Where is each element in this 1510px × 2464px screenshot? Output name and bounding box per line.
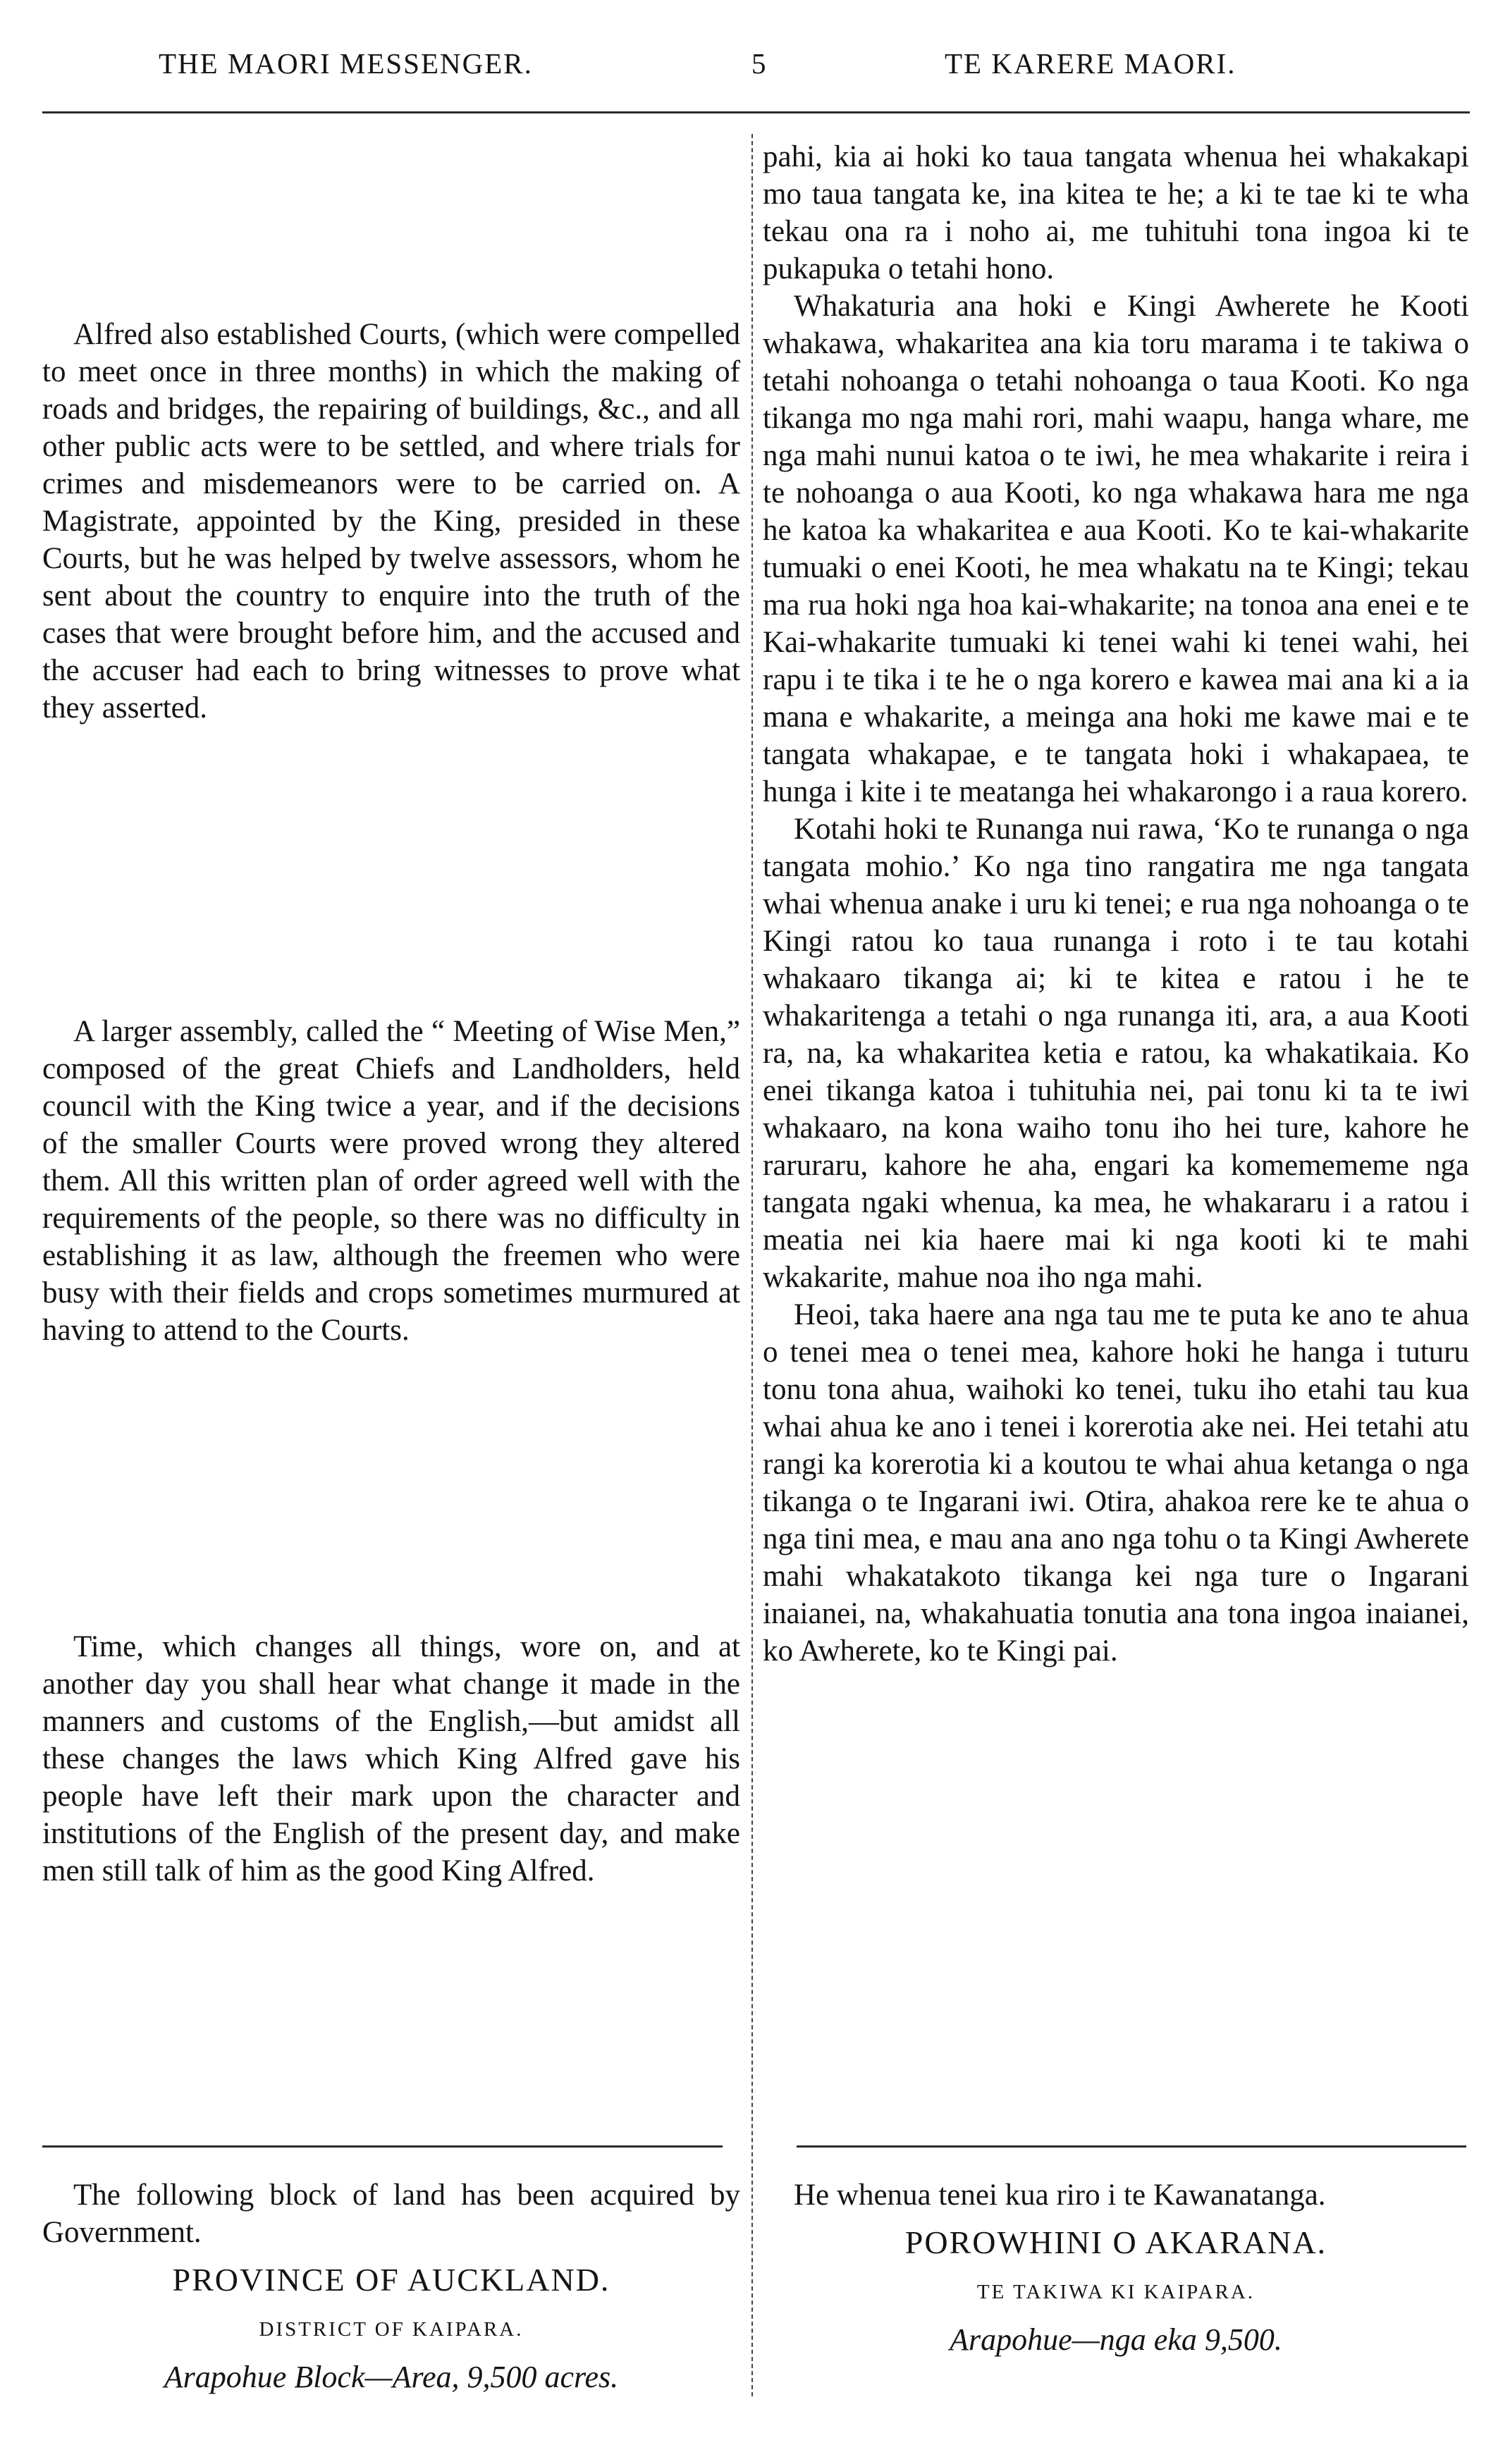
english-paragraph-wise-men: A larger assembly, called the “ Meeting of Wise Men,” composed of the great Chiefs and Landholders, held council with the King twice a year, and if the decisions of the smaller Courts were proved wrong they altered them. All this written plan of order agreed well with the requirements of the people, so there was no difficulty in establishing it as law, although the freemen who were busy with their fields and crops sometimes murmured at having to attend to the Courts. xyxy=(42,1015,740,1347)
maori-paragraph-kooti: Whakaturia ana hoki e Kingi Awherete he Kooti whakawa, whakaritea ana kia toru marama i te takiwa o tetahi nohoanga o tetahi nohoanga o taua Kooti. Ko nga tikanga mo nga mahi rori, mahi waapu, hanga whare, me nga mahi nunui katoa o te iwi, he mea whakarite i reira i te nohoanga o aua Kooti, ko nga whakawa hara me nga he katoa ka whakaritea e aua Kooti. Ko te kai-whakarite tumuaki o enei Kooti, he mea whakatu na te Kingi; tekau ma rua hoki nga hoa kai-whakarite; na tonoa ana enei e te Kai-whakarite tumuaki ki tenei wahi ki tenei wahi, hei rapu i te tika i te he o nga korero e kawea mai ana ki a ia mana e whakarite, a meinga ana hoki me kawe mai e te tangata whakapae, e te tangata hoki i whakapaea, te hunga i kite i te meatanga hei whakarongo i a raua korero. xyxy=(763,290,1469,808)
land-notice-maori xyxy=(763,2176,1469,2358)
maori-paragraph-heoi: Heoi, taka haere ana nga tau me te puta ke ano te ahua o tenei mea o tenei mea, kahore hoki he hanga i tuturu tonu tona ahua, waihoki ko tenei, tuku iho etahi tau kua whai ahua ke ano i tenei i korerotia ake nei. Hei tetahi atu rangi ka korerotia ki a koutou te whai ahua ketanga o nga tikanga o te Ingarani iwi. Otira, ahakoa rere ke te ahua o nga tini mea, e mau ana ano nga tohu o ta Kingi Awherete mahi whakatakoto tikanga kei nga ture o Ingarani inaianei, na, whakahuatia tonutia ana tona ingoa inaianei, ko Awherete, ko te Kingi pai. xyxy=(763,1298,1469,1668)
land-notice-english xyxy=(42,2176,740,2396)
maori-paragraph-continued: pahi, kia ai hoki ko taua tangata whenua hei whakakapi mo taua tangata ke, ina kitea te he; a ki te tae ki te wha tekau ona ra i noho ai, me tuhituhi tona ingoa ki te pukapuka o tetahi hono. xyxy=(763,140,1469,285)
maori-paragraph-runanga: Kotahi hoki te Runanga nui rawa, ‘Ko te runanga o nga tangata mohio.’ Ko nga tino rangatira me nga tangata whai whenua anake i uru ki tenei; e rua nga nohoanga o te Kingi ratou ko taua runanga i roto i te tau kotahi whakaaro tikanga ai; ki te kitea e ratou i he te whakaritenga a tetahi o nga runanga iti, ara, a aua Kooti ra, na, ka whakaritea ketia e ratou, ka whakatikaia. Ko enei tikanga katoa i tuhituhia nei, pai tonu ki ta te iwi whakaaro, na kona waiho tonu iho hei ture, kahore he raruraru, kahore he aha, engari ka komemememe nga tangata ngaki whenua, ka mea, he whakararu i a ratou i meatia nei kia haere mai ki nga kooti ki te mahi wkakarite, mahue noa iho nga mahi. xyxy=(763,813,1469,1294)
english-paragraph-time: Time, which changes all things, wore on, and at another day you shall hear what change it made in the manners and customs of the English,—but amidst all these changes the laws which King Alfred gave his people have left their mark upon the character and institutions of the English of the present day, and make men still talk of him as the good King Alfred. xyxy=(42,1630,740,1887)
running-head xyxy=(0,47,1510,89)
block-area: Arapohue Block—Area, 9,500 acres. xyxy=(164,2360,619,2394)
notice-intro: He whenua tenei kua riro i te Kawanatanga. xyxy=(794,2179,1326,2212)
notice-rule-left xyxy=(42,2145,723,2148)
english-masthead: THE MAORI MESSENGER. xyxy=(159,47,533,80)
english-paragraph-courts: Alfred also established Courts, (which were compelled to meet once in three months) in which the making of roads and bridges, the repairing of buildings, &c., and all other public acts were to be settled, and where trials for crimes and misdemeanors were to be carried on. A Magistrate, appointed by the King, presided in these Courts, but he was helped by twelve assessors, whom he sent about the country to enquire into the truth of the cases that were brought before him, and the accused and the accuser had each to bring witnesses to prove what they asserted. xyxy=(42,318,740,725)
maori-masthead: TE KARERE MAORI. xyxy=(945,47,1236,80)
block-area: Arapohue—nga eka 9,500. xyxy=(950,2322,1282,2357)
notice-intro: The following block of land has been acquired by Government. xyxy=(42,2179,740,2249)
page-number: 5 xyxy=(751,47,768,80)
notice-rule-right xyxy=(797,2145,1466,2148)
maori-column xyxy=(763,138,1469,1670)
header-rule xyxy=(42,111,1470,113)
district-heading: TE TAKIWA KI KAIPARA. xyxy=(976,2281,1256,2303)
column-divider xyxy=(751,134,753,2396)
province-heading: POROWHINI O AKARANA. xyxy=(904,2224,1327,2260)
district-heading: DISTRICT OF KAIPARA. xyxy=(259,2318,524,2341)
province-heading: PROVINCE OF AUCKLAND. xyxy=(172,2262,610,2298)
